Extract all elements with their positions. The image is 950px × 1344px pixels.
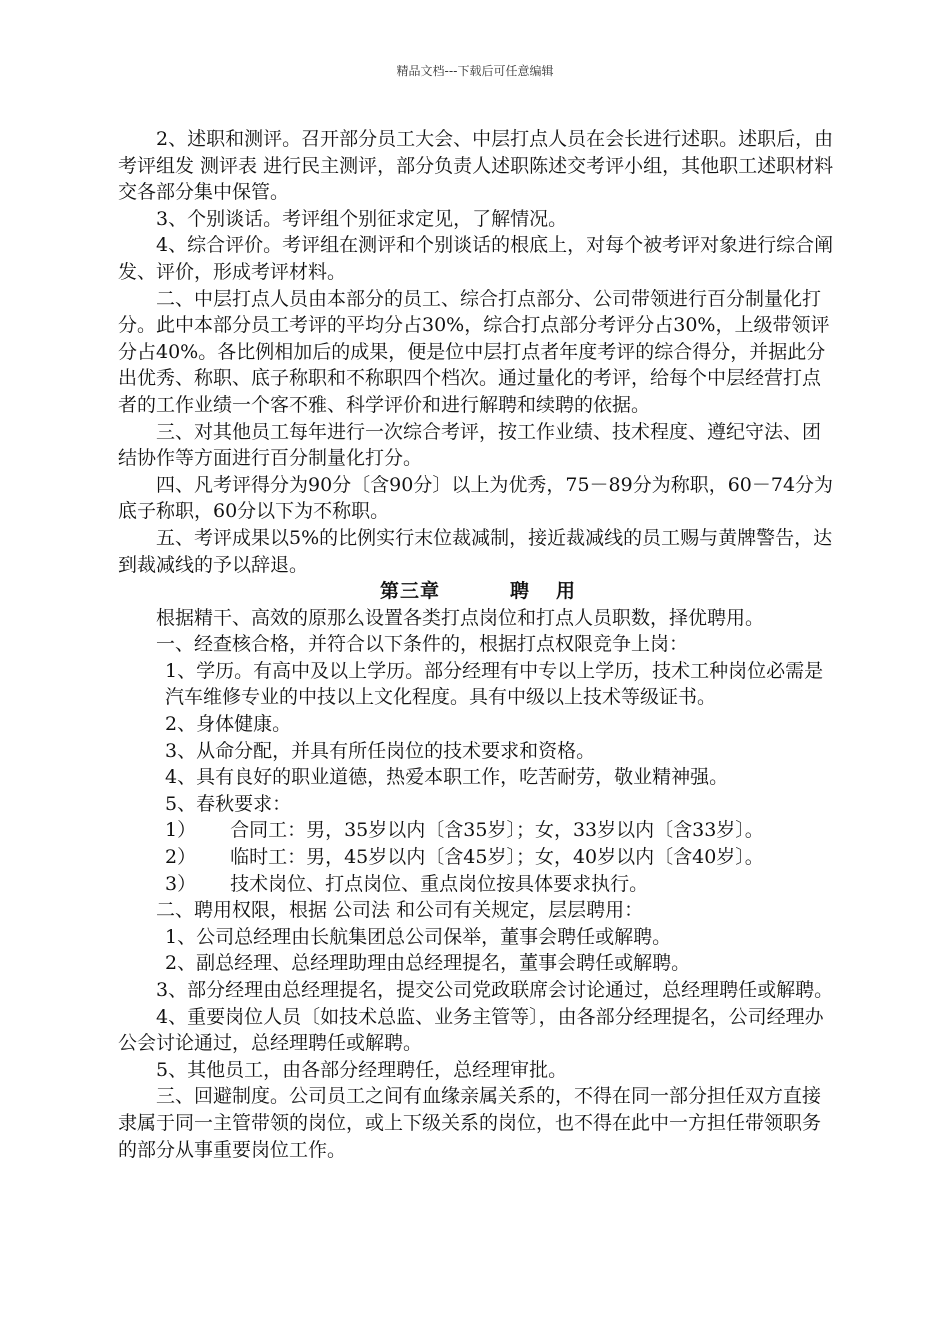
paragraph: 2、身体健康。 xyxy=(165,713,292,736)
paragraph: 2、述职和测评。召开部分员工大会、中层打点人员在会长进行述职。述职后，由考评组发 测评表 进行民主测评，部分负责人述职陈述交考评小组，其他职工述职材料交各部分集中保管。 xyxy=(118,128,834,204)
document-body xyxy=(118,126,838,1163)
paragraph: 五、考评成果以5%的比例实行末位裁减制，接近裁减线的员工赐与黄牌警告，达到裁减线的予以辞退。 xyxy=(118,526,833,576)
list-item-text: 临时工：男，45岁以内〔含45岁〕；女，40岁以内〔含40岁〕。 xyxy=(230,846,764,869)
list-item-number: 1） xyxy=(165,819,197,842)
list-item-text: 技术岗位、打点岗位、重点岗位按具体要求执行。 xyxy=(230,872,649,895)
paragraph: 三、对其他员工每年进行一次综合考评，按工作业绩、技术程度、遵纪守法、团结协作等方面进行百分制量化打分。 xyxy=(118,420,822,470)
page-header: 精品文档---下载后可任意编辑 xyxy=(396,64,554,78)
paragraph: 3、个别谈话。考评组个别征求定见，了解情况。 xyxy=(156,207,568,230)
list-item xyxy=(118,871,838,898)
paragraph: 四、凡考评得分为90分〔含90分〕以上为优秀，75－89分为称职，60－74分为底子称职，60分以下为不称职。 xyxy=(118,473,834,523)
paragraph: 二、中层打点人员由本部分的员工、综合打点部分、公司带领进行百分制量化打分。此中本部分员工考评的平均分占30%，综合打点部分考评分占30%，上级带领评分占40%。各比例相加后的成果，便是位中层打点者年度考评的综合得分，并据此分出优秀、称职、底子称职和不称职四个档次。通过量化的考评，给每个中层经营打点者的工作业绩一个客不雅、科学评价和进行解聘和续聘的依据。 xyxy=(118,287,830,416)
paragraph: 5、其他员工，由各部分经理聘任，总经理审批。 xyxy=(156,1058,568,1081)
paragraph: 3、从命分配，并具有所任岗位的技术要求和资格。 xyxy=(165,739,596,762)
paragraph: 4、重要岗位人员〔如技术总监、业务主管等〕，由各部分经理提名，公司经理办公会讨论通过，总经理聘任或解聘。 xyxy=(118,1005,824,1055)
list-item-text: 合同工：男，35岁以内〔含35岁〕；女，33岁以内〔含33岁〕。 xyxy=(230,819,764,842)
list-item xyxy=(118,817,838,844)
chapter-title-char: 用 xyxy=(556,580,577,603)
paragraph: 1、学历。有高中及以上学历。部分经理有中专以上学历，技术工种岗位必需是汽车维修专业的中技以上文化程度。具有中级以上技术等级证书。 xyxy=(165,659,824,709)
paragraph: 3、部分经理由总经理提名，提交公司党政联席会讨论通过，总经理聘任或解聘。 xyxy=(156,979,834,1001)
list-item-number: 2） xyxy=(165,846,197,869)
list-item xyxy=(118,844,838,871)
paragraph: 二、聘用权限，根据 公司法 和公司有关规定，层层聘用： xyxy=(156,899,644,922)
chapter-title-char: 聘 xyxy=(509,580,530,603)
paragraph: 一、经查核合格，并符合以下条件的，根据打点权限竞争上岗： xyxy=(156,633,689,656)
paragraph: 1、公司总经理由长航集团总公司保举，董事会聘任或解聘。 xyxy=(165,925,672,948)
chapter-heading xyxy=(118,578,838,605)
paragraph: 根据精干、高效的原那么设置各类打点岗位和打点人员职数，择优聘用。 xyxy=(156,606,765,629)
paragraph: 4、具有良好的职业道德，热爱本职工作，吃苦耐劳，敬业精神强。 xyxy=(165,766,729,789)
chapter-number: 第三章 xyxy=(379,580,440,603)
paragraph: 4、综合评价。考评组在测评和个别谈话的根底上，对每个被考评对象进行综合阐发、评价，形成考评材料。 xyxy=(118,234,834,283)
paragraph: 2、副总经理、总经理助理由总经理提名，董事会聘任或解聘。 xyxy=(165,952,691,975)
paragraph: 5、春秋要求： xyxy=(165,792,292,815)
list-item-number: 3） xyxy=(165,872,197,895)
paragraph: 三、回避制度。公司员工之间有血缘亲属关系的，不得在同一部分担任双方直接隶属于同一主管带领的岗位，或上下级关系的岗位，也不得在此中一方担任带领职务的部分从事重要岗位工作。 xyxy=(118,1085,822,1161)
